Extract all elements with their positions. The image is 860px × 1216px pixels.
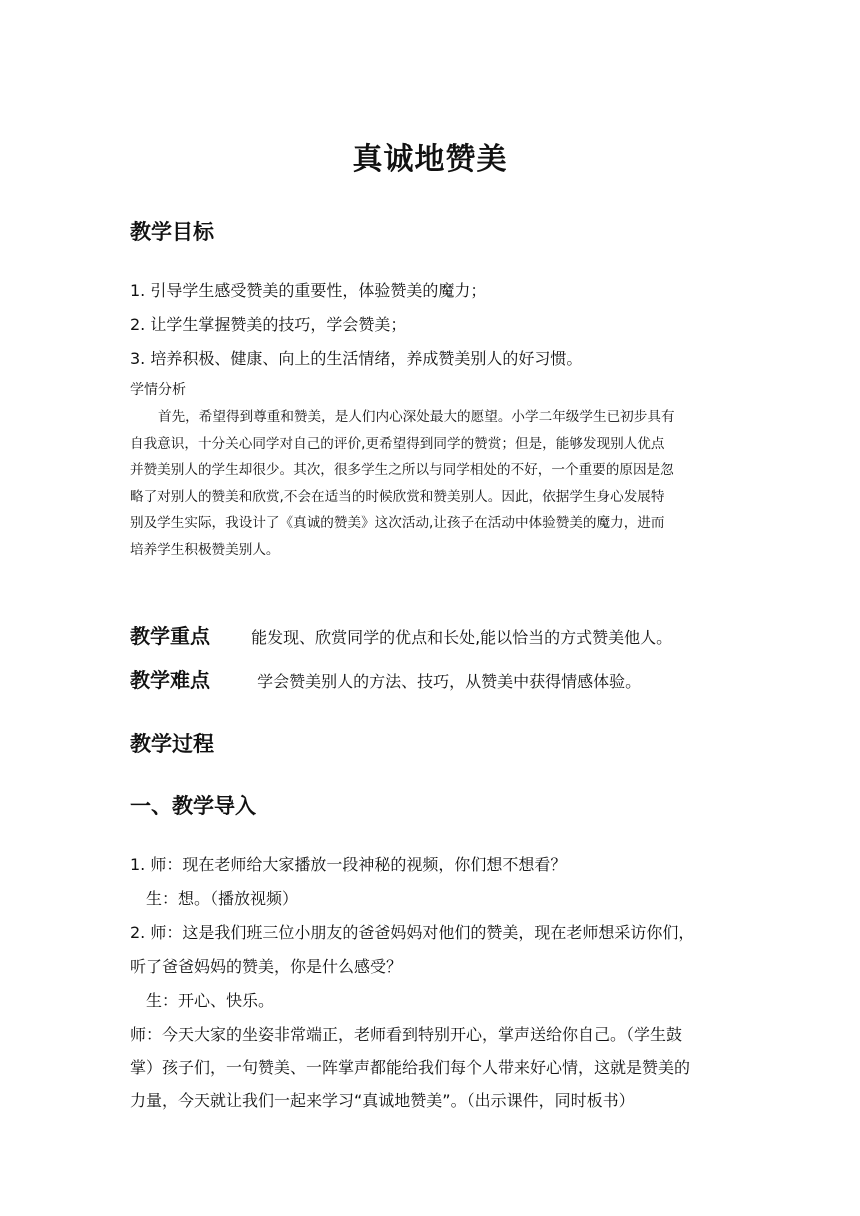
process-line: 生：开心、快乐。 — [146, 991, 275, 1010]
analysis-line: 自我意识，十分关心同学对自己的评价,更希望得到同学的赞赏；但是，能够发现别人优点 — [130, 435, 665, 452]
keypoint-row — [130, 620, 672, 649]
objective-item: 3. 培养积极、健康、向上的生活情绪，养成赞美别人的好习惯。 — [130, 349, 583, 368]
analysis-line: 培养学生积极赞美别人。 — [130, 541, 280, 558]
objectives-heading: 教学目标 — [130, 220, 214, 244]
difficulty-label: 教学难点 — [130, 668, 210, 692]
process-heading: 教学过程 — [130, 732, 214, 756]
difficulty-row — [130, 664, 641, 693]
process-line: 听了爸爸妈妈的赞美，你是什么感受？ — [130, 957, 403, 976]
process-line: 2. 师：这是我们班三位小朋友的爸爸妈妈对他们的赞美，现在老师想采访你们， — [130, 923, 695, 942]
keypoint-text: 能发现、欣赏同学的优点和长处,能以恰当的方式赞美他人。 — [251, 628, 673, 647]
analysis-line: 别及学生实际，我设计了《真诚的赞美》这次活动,让孩子在活动中体验赞美的魔力，进而 — [130, 515, 665, 532]
objective-item: 2. 让学生掌握赞美的技巧，学会赞美； — [130, 315, 407, 334]
analysis-line: 首先，希望得到尊重和赞美，是人们内心深处最大的愿望。小学二年级学生已初步具有 — [158, 409, 675, 425]
analysis-paragraph — [130, 404, 730, 564]
process-line: 掌）孩子们，一句赞美、一阵掌声都能给我们每个人带来好心情，这就是赞美的 — [130, 1058, 691, 1077]
section-heading: 一、教学导入 — [130, 794, 256, 818]
process-line: 力量，今天就让我们一起来学习“真诚地赞美”。（出示课件，同时板书） — [130, 1091, 635, 1110]
analysis-heading: 学情分析 — [130, 382, 186, 398]
process-line: 师：今天大家的坐姿非常端正，老师看到特别开心，掌声送给你自己。（学生鼓 — [130, 1025, 683, 1044]
objective-item: 1. 引导学生感受赞美的重要性，体验赞美的魔力； — [130, 281, 487, 300]
keypoint-label: 教学重点 — [130, 624, 210, 648]
difficulty-text: 学会赞美别人的方法、技巧，从赞美中获得情感体验。 — [257, 672, 642, 691]
analysis-line: 略了对别人的赞美和欣赏,不会在适当的时候欣赏和赞美别人。因此，依据学生身心发展特 — [130, 488, 665, 505]
process-line: 生：想。（播放视频） — [146, 889, 299, 908]
analysis-line: 并赞美别人的学生却很少。其次，很多学生之所以与同学相处的不好，一个重要的原因是忽 — [130, 462, 674, 479]
document-title: 真诚地赞美 — [352, 142, 508, 177]
process-line: 1. 师：现在老师给大家播放一段神秘的视频，你们想不想看？ — [130, 855, 567, 874]
